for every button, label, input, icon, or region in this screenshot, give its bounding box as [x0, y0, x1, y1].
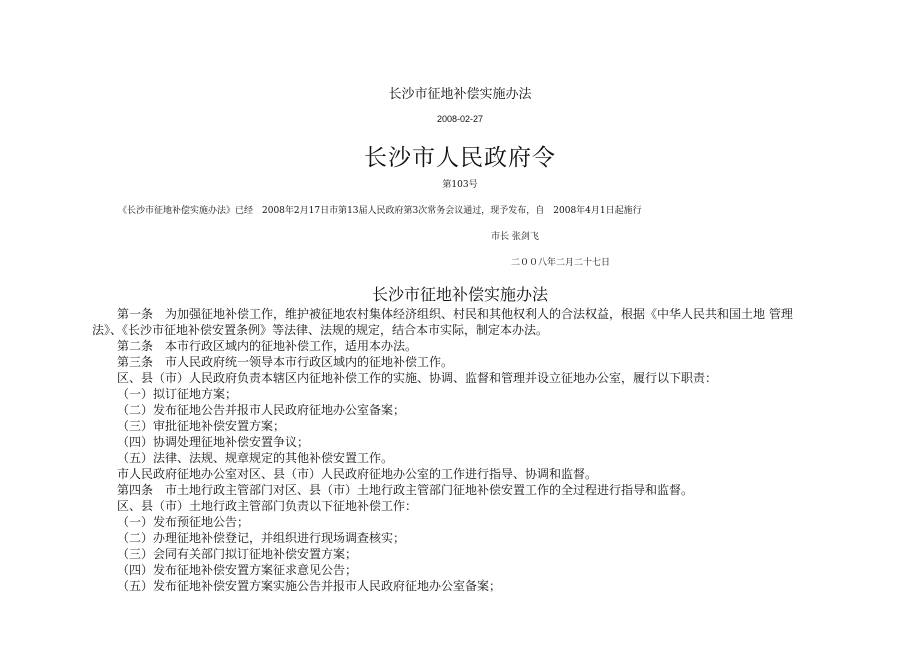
regulation-body — [0, 306, 920, 594]
body-line: （一）发布预征地公告； — [117, 515, 250, 529]
body-line: 第四条 市土地行政主管部门对区、县（市）土地行政主管部门征地补偿安置工作的全过程进行指导和监督。 — [117, 483, 694, 497]
body-line: （一）拟订征地方案； — [117, 387, 238, 401]
body-line: 第二条 本市行政区域内的征地补偿工作，适用本办法。 — [117, 339, 418, 353]
body-line: （三）审批征地补偿安置方案； — [117, 419, 286, 433]
document-date: 2008-02-27 — [436, 114, 484, 124]
body-line: （三）会同有关部门拟订征地补偿安置方案； — [117, 547, 358, 561]
decree-number: 第103号 — [442, 180, 478, 190]
decree-title: 长沙市人民政府令 — [364, 145, 556, 171]
document-header-title: 长沙市征地补偿实施办法 — [388, 87, 532, 102]
body-line: 第三条 市人民政府统一领导本市行政区域内的征地补偿工作。 — [117, 355, 454, 369]
body-line: （二）办理征地补偿登记，并组织进行现场调查核实； — [117, 531, 406, 545]
body-line: 区、县（市）人民政府负责本辖区内征地补偿工作的实施、协调、监督和管理并设立征地办公室，履行以下职责： — [117, 371, 718, 385]
body-line: （五）发布征地补偿安置方案实施公告并报市人民政府征地办公室备案； — [117, 579, 502, 593]
body-line: （四）发布征地补偿安置方案征求意见公告； — [117, 563, 358, 577]
mayor-signature: 市长 张剑飞 — [491, 232, 539, 242]
body-line: 第一条 为加强征地补偿工作，维护被征地农村集体经济组织、村民和其他权利人的合法权益，根据《中华人民共和国土地 管理 — [117, 307, 793, 321]
body-line: （四）协调处理征地补偿安置争议； — [117, 435, 310, 449]
body-line: 法》、《长沙市征地补偿安置条例》等法律、法规的规定，结合本市实际，制定本办法。 — [92, 323, 549, 337]
promulgation-statement: 《长沙市征地补偿实施办法》已经 2008年2月17日市第13届人民政府第3次常务会议通过，现予发布，自 2008年4月1日起施行 — [118, 206, 642, 216]
body-line: 市人民政府征地办公室对区、县（市）人民政府征地办公室的工作进行指导、协调和监督。 — [117, 467, 598, 481]
body-line: （二）发布征地公告并报市人民政府征地办公室备案； — [117, 403, 406, 417]
body-line: 区、县（市）土地行政主管部门负责以下征地补偿工作： — [117, 499, 418, 513]
body-line: （五）法律、法规、规章规定的其他补偿安置工作。 — [117, 451, 394, 465]
regulation-title: 长沙市征地补偿实施办法 — [371, 285, 548, 304]
signing-date: 二００八年二月二十七日 — [511, 258, 611, 268]
